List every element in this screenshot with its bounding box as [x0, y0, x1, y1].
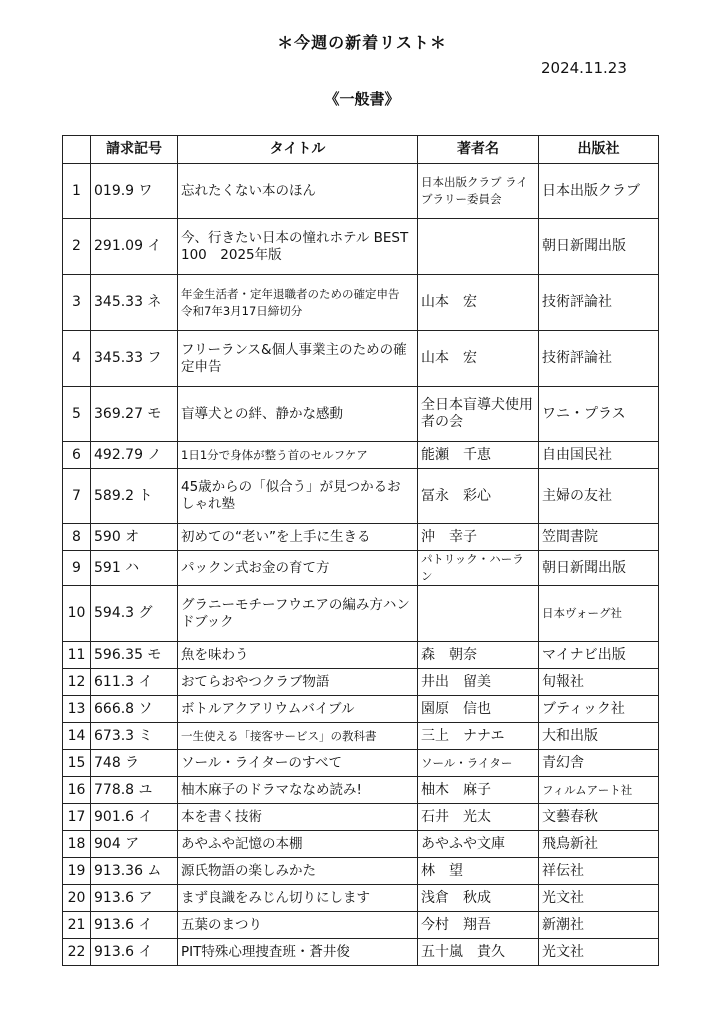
book-author: 五十嵐 貴久 — [418, 939, 539, 966]
call-number: 596.35 モ — [91, 642, 178, 669]
row-number: 2 — [63, 219, 91, 275]
book-title: 初めての“老い”を上手に生きる — [178, 524, 418, 551]
book-title: おてらおやつクラブ物語 — [178, 669, 418, 696]
book-publisher: 主婦の友社 — [539, 469, 659, 524]
book-author: 冨永 彩心 — [418, 469, 539, 524]
book-author: 沖 幸子 — [418, 524, 539, 551]
call-number: 904 ア — [91, 831, 178, 858]
book-publisher: 祥伝社 — [539, 858, 659, 885]
table-row — [63, 551, 659, 586]
call-number: 591 ハ — [91, 551, 178, 586]
book-author: 井出 留美 — [418, 669, 539, 696]
book-title: 盲導犬との絆、静かな感動 — [178, 387, 418, 442]
book-author: 山本 宏 — [418, 275, 539, 331]
book-author: 園原 信也 — [418, 696, 539, 723]
list-date: 2024.11.23 — [541, 59, 627, 77]
book-publisher: 日本ヴォーグ社 — [539, 586, 659, 642]
table-row — [63, 442, 659, 469]
row-number: 3 — [63, 275, 91, 331]
table-row — [63, 885, 659, 912]
call-number: 611.3 イ — [91, 669, 178, 696]
table-row — [63, 219, 659, 275]
book-publisher: 自由国民社 — [539, 442, 659, 469]
row-number: 21 — [63, 912, 91, 939]
book-author: 浅倉 秋成 — [418, 885, 539, 912]
row-number: 1 — [63, 164, 91, 219]
book-publisher: 大和出版 — [539, 723, 659, 750]
book-title: あやふや記憶の本棚 — [178, 831, 418, 858]
section-heading: 《一般書》 — [324, 90, 400, 108]
book-author — [418, 586, 539, 642]
book-author: パトリック・ハーラン — [418, 551, 539, 586]
book-author — [418, 219, 539, 275]
book-publisher: 日本出版クラブ — [539, 164, 659, 219]
book-publisher: 飛鳥新社 — [539, 831, 659, 858]
row-number: 7 — [63, 469, 91, 524]
book-author: 林 望 — [418, 858, 539, 885]
book-author: 石井 光太 — [418, 804, 539, 831]
book-publisher: 新潮社 — [539, 912, 659, 939]
book-author: あやふや文庫 — [418, 831, 539, 858]
table-row — [63, 669, 659, 696]
table-row — [63, 469, 659, 524]
new-books-table — [62, 135, 659, 966]
book-title: 1日1分で身体が整う首のセルフケア — [178, 442, 418, 469]
table-row — [63, 912, 659, 939]
table-row — [63, 777, 659, 804]
row-number: 16 — [63, 777, 91, 804]
book-title: 忘れたくない本のほん — [178, 164, 418, 219]
book-author: 山本 宏 — [418, 331, 539, 387]
column-header-author: 著者名 — [418, 136, 539, 164]
book-title: 本を書く技術 — [178, 804, 418, 831]
book-title: パックン式お金の育て方 — [178, 551, 418, 586]
book-publisher: 技術評論社 — [539, 331, 659, 387]
book-publisher: 技術評論社 — [539, 275, 659, 331]
call-number: 345.33 ネ — [91, 275, 178, 331]
book-title: 45歳からの「似合う」が見つかるおしゃれ塾 — [178, 469, 418, 524]
table-row — [63, 696, 659, 723]
table-row — [63, 387, 659, 442]
book-author: 日本出版クラブ ライブラリー委員会 — [418, 164, 539, 219]
book-author: 能瀬 千恵 — [418, 442, 539, 469]
book-title: 源氏物語の楽しみかた — [178, 858, 418, 885]
row-number: 5 — [63, 387, 91, 442]
book-author: ソール・ライター — [418, 750, 539, 777]
call-number: 590 オ — [91, 524, 178, 551]
book-publisher: ブティック社 — [539, 696, 659, 723]
book-title: PIT特殊心理捜査班・蒼井俊 — [178, 939, 418, 966]
call-number: 492.79 ノ — [91, 442, 178, 469]
call-number: 673.3 ミ — [91, 723, 178, 750]
table-row — [63, 524, 659, 551]
book-publisher: マイナビ出版 — [539, 642, 659, 669]
call-number: 901.6 イ — [91, 804, 178, 831]
call-number: 913.6 ア — [91, 885, 178, 912]
book-title: ソール・ライターのすべて — [178, 750, 418, 777]
book-title: 五葉のまつり — [178, 912, 418, 939]
row-number: 9 — [63, 551, 91, 586]
table-row — [63, 331, 659, 387]
call-number: 369.27 モ — [91, 387, 178, 442]
call-number: 778.8 ユ — [91, 777, 178, 804]
list-title: ＊今週の新着リスト＊ — [277, 33, 447, 52]
book-author: 森 朝奈 — [418, 642, 539, 669]
book-publisher: 青幻舎 — [539, 750, 659, 777]
table-row — [63, 275, 659, 331]
column-header-call-number: 請求記号 — [91, 136, 178, 164]
table-row — [63, 858, 659, 885]
book-author: 今村 翔吾 — [418, 912, 539, 939]
table-row — [63, 642, 659, 669]
table-row — [63, 939, 659, 966]
table-header-row — [63, 136, 659, 164]
row-number: 19 — [63, 858, 91, 885]
row-number: 8 — [63, 524, 91, 551]
row-number: 10 — [63, 586, 91, 642]
call-number: 291.09 イ — [91, 219, 178, 275]
call-number: 913.6 イ — [91, 939, 178, 966]
book-author: 柚木 麻子 — [418, 777, 539, 804]
book-author: 三上 ナナエ — [418, 723, 539, 750]
book-publisher: ワニ・プラス — [539, 387, 659, 442]
book-title: 年金生活者・定年退職者のための確定申告 令和7年3月17日締切分 — [178, 275, 418, 331]
call-number: 345.33 フ — [91, 331, 178, 387]
book-publisher: 笠間書院 — [539, 524, 659, 551]
call-number: 913.36 ム — [91, 858, 178, 885]
call-number: 666.8 ソ — [91, 696, 178, 723]
column-header-publisher: 出版社 — [539, 136, 659, 164]
book-author: 全日本盲導犬使用者の会 — [418, 387, 539, 442]
row-number: 6 — [63, 442, 91, 469]
book-publisher: 朝日新聞出版 — [539, 551, 659, 586]
row-number: 15 — [63, 750, 91, 777]
table-row — [63, 804, 659, 831]
book-publisher: 旬報社 — [539, 669, 659, 696]
row-number: 4 — [63, 331, 91, 387]
book-title: まず良識をみじん切りにします — [178, 885, 418, 912]
book-title: 今、行きたい日本の憧れホテル BEST 100 2025年版 — [178, 219, 418, 275]
book-publisher: 光文社 — [539, 885, 659, 912]
row-number: 12 — [63, 669, 91, 696]
table-row — [63, 750, 659, 777]
book-publisher: 朝日新聞出版 — [539, 219, 659, 275]
table-row — [63, 164, 659, 219]
call-number: 913.6 イ — [91, 912, 178, 939]
table-row — [63, 723, 659, 750]
table-row — [63, 831, 659, 858]
book-publisher: 文藝春秋 — [539, 804, 659, 831]
column-header-title: タイトル — [178, 136, 418, 164]
book-title: 魚を味わう — [178, 642, 418, 669]
row-number: 18 — [63, 831, 91, 858]
book-title: 一生使える「接客サービス」の教科書 — [178, 723, 418, 750]
book-publisher: フィルムアート社 — [539, 777, 659, 804]
table-row — [63, 586, 659, 642]
row-number: 14 — [63, 723, 91, 750]
call-number: 019.9 ワ — [91, 164, 178, 219]
row-number: 20 — [63, 885, 91, 912]
call-number: 589.2 ト — [91, 469, 178, 524]
book-title: グラニーモチーフウエアの編み方ハンドブック — [178, 586, 418, 642]
row-number: 17 — [63, 804, 91, 831]
call-number: 748 ラ — [91, 750, 178, 777]
book-title: フリーランス&個人事業主のための確定申告 — [178, 331, 418, 387]
column-header-number — [63, 136, 91, 164]
row-number: 22 — [63, 939, 91, 966]
book-title: 柚木麻子のドラマななめ読み! — [178, 777, 418, 804]
book-title: ボトルアクアリウムバイブル — [178, 696, 418, 723]
book-publisher: 光文社 — [539, 939, 659, 966]
call-number: 594.3 グ — [91, 586, 178, 642]
row-number: 13 — [63, 696, 91, 723]
row-number: 11 — [63, 642, 91, 669]
